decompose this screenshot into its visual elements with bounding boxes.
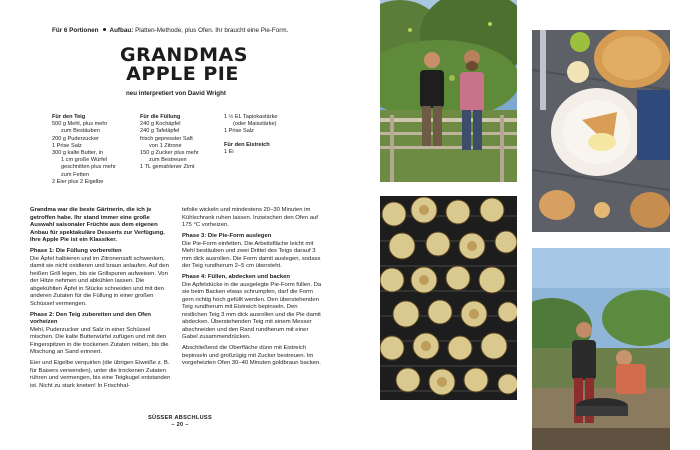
- recipe-title: [120, 44, 248, 85]
- dough-ingredient: zum Fetten: [61, 171, 89, 178]
- grilled-apples-photo: [380, 196, 517, 400]
- phase3-title: Phase 3: Die Pie-Form auslegen: [182, 233, 272, 239]
- dough-ingredient: 500 g Mehl, plus mehr: [52, 121, 108, 128]
- filling-list: [140, 121, 199, 171]
- body-column-1: [30, 207, 172, 394]
- servings: Für 6 Portionen: [52, 27, 99, 34]
- dough-ingredient: 200 g Puderzucker: [52, 135, 99, 142]
- phase2-text-b: Eier und Eigelbe verquirlen (die übrigen Eiweiße z. B. für Baisers verwenden), unter die trockenen Zutaten rühren und vermengen, bis eine Teigkugel entstanden ist. Nicht zu stark kneten! In Frischhal-: [30, 360, 171, 389]
- page-footer: [145, 415, 215, 429]
- dough-ingredient: 1 Prise Salz: [52, 142, 82, 149]
- dough-ingredient: 2 Eier plus 2 Eigelbe: [52, 178, 104, 185]
- extra-ingredient: 1 ½ EL Tapiokastärke: [224, 114, 278, 120]
- phase3-text: Die Pie-Form einfetten. Die Arbeitsfläche leicht mit Mehl bestäuben und zwei Drittel des Teigs darauf 3 mm dick ausrollen. Die Form damit auslegen, sodass der Teig rundherum 2–5 cm übersteht.: [182, 240, 321, 269]
- apple-pie-plate-photo: [532, 30, 670, 232]
- dough-ingredient: zum Bestäuben: [61, 128, 100, 135]
- extra-ingredient: (oder Maisstärke): [233, 121, 277, 128]
- dough-list: [52, 121, 116, 186]
- title-line-2: APPLE PIE: [126, 63, 239, 85]
- ingredients-filling: [140, 114, 199, 172]
- right-page: [350, 0, 700, 450]
- filling-ingredient: von 1 Zitrone: [149, 142, 182, 149]
- phase4-text-b: Abschließend die Oberfläche dünn mit Eistreich bepinseln und großzügig mit Zucker bestreuen. Im vorgeheizten Ofen 30–40 Minuten goldbraun backen.: [182, 345, 321, 366]
- outdoor-cooking-photo: [532, 248, 670, 450]
- col2-continuation: tefolie wickeln und mindestens 20–30 Minuten im Kühlschrank ruhen lassen. Inzwischen den Ofen auf 175 °C vorheizen.: [182, 207, 318, 228]
- ingredients-dough: [52, 114, 116, 186]
- phase2-text: Mehl, Puderzucker und Salz in einer Schüssel mischen. Die kalte Butterwürfel zufügen und mit den Fingerspitzen in die trockenen Zutaten reiben, bis die Mischung an Sand erinnert.: [30, 326, 169, 355]
- page-number: – 20 –: [171, 422, 189, 428]
- intro-text: Grandma war die beste Gärtnerin, die ich je getroffen habe. Ihr stand immer eine große Auswahl saisonaler Früchte aus dem eigenen Anbau für spektakuläre Desserts zur Verfügung. Ihre Apple Pie ist ein Klassiker.: [30, 207, 165, 243]
- filling-ingredient: 1 TL gemahlener Zimt: [140, 164, 195, 171]
- recipe-subtitle: neu interpretiert von David Wright: [126, 90, 226, 97]
- filling-heading: Für die Füllung: [140, 114, 181, 120]
- filling-ingredient: zum Bestreuen: [149, 157, 187, 164]
- body-column-2: [182, 207, 324, 371]
- bullet-icon: [103, 28, 106, 31]
- filling-ingredient: 240 g Tafeläpfel: [140, 128, 180, 135]
- build-text: Platten-Methode, plus Ofen. Ihr braucht eine Pie-Form.: [135, 27, 289, 34]
- egg-heading: Für den Eistreich: [224, 141, 270, 148]
- build-label: Aufbau:: [109, 27, 134, 34]
- dough-ingredient: 300 g kalte Butter, in: [52, 150, 103, 157]
- dough-ingredient: geschnitten plus mehr: [61, 164, 116, 171]
- extra-ingredient: 1 Prise Salz: [224, 128, 254, 135]
- title-line-1: GRANDMAS: [120, 44, 248, 66]
- dough-ingredient: 1 cm große Würfel: [61, 157, 108, 164]
- filling-ingredient: 240 g Kochäpfel: [140, 121, 181, 128]
- recipe-meta: [52, 27, 288, 34]
- phase1-text: Die Äpfel halbieren und im Zitronensaft schwenken, damit sie nicht oxidieren und braun anlaufen. Auf den heißen Grill legen, bis sie Grillspuren aufweisen. Von der Hitze nehmen und abkühlen lassen. Die abgekühlten Äpfel in Stücke schneiden und mit den anderen Zutaten für die Füllung in einer großen Schüssel vermengen.: [30, 255, 169, 307]
- phase1-title: Phase 1: Die Füllung vorbereiten: [30, 248, 122, 254]
- dough-heading: Für den Teig: [52, 114, 86, 120]
- section-name: SÜSSER ABSCHLUSS: [148, 415, 212, 421]
- egg-ingredient: 1 Ei: [224, 148, 234, 155]
- filling-ingredient: frisch gepresster Saft: [140, 135, 193, 142]
- egg-list: [224, 149, 277, 156]
- phase4-title: Phase 4: Füllen, abdecken und backen: [182, 274, 291, 280]
- filling-ingredient: 150 g Zucker plus mehr: [140, 150, 199, 157]
- extra-list: [224, 114, 277, 136]
- phase2-title: Phase 2: Den Teig zubereiten und den Ofen vorheizen: [30, 311, 151, 325]
- phase4-text: Die Apfelstücke in die ausgelegte Pie-Form füllen. Da sie beim Backen etwas schrumpfen, darf die Form gern richtig hoch gefüllt werden. Den überstehenden Teig rundherum mit Eistreich bepinseln. Den restlichen Teig 3 mm dick ausrollen und die Pie damit abdecken. Überstehenden Teig mit einem Messer abschneiden und den Rand rundherum mit einer Gabel zusammendrücken.: [182, 281, 322, 340]
- ingredients-extra: [224, 114, 277, 156]
- two-men-apple-tree-photo: [380, 0, 517, 182]
